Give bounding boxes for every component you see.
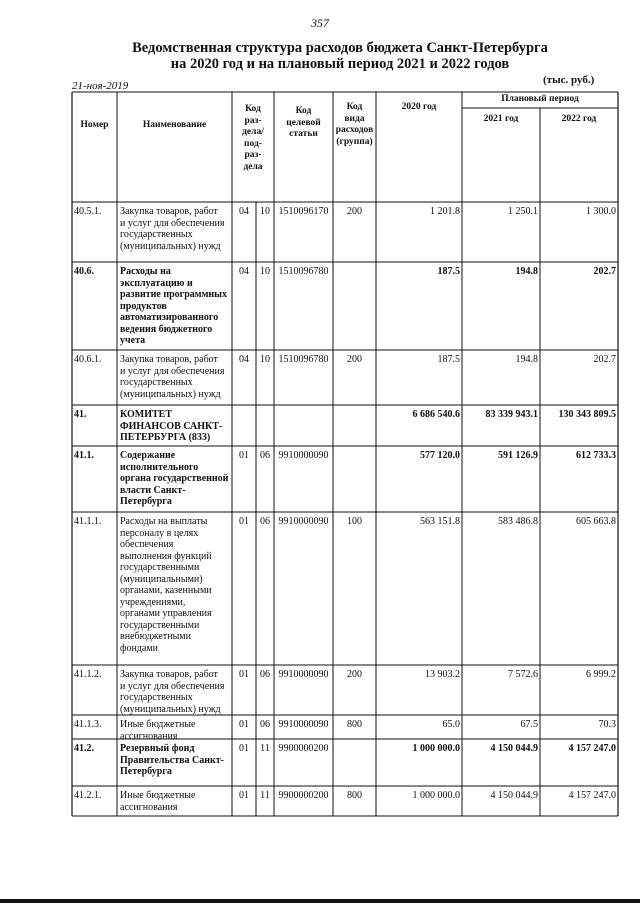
row-value-2020: 1 000 000.0	[412, 790, 460, 801]
row-target-code: 1510096780	[278, 354, 329, 365]
header-number: Номер	[80, 120, 109, 130]
header-expense-type-code-line: (группа)	[336, 136, 373, 147]
header-target-code	[276, 106, 331, 141]
row-value-2022: 202.7	[593, 266, 616, 277]
row-name-line: органа государственной	[120, 473, 229, 484]
header-expense-type-code-line: Код	[346, 102, 363, 112]
row-name-line: государственными	[120, 562, 200, 573]
row-value-2021: 194.8	[515, 266, 538, 277]
row-expense-type: 800	[347, 790, 362, 801]
row-subsection-code: 10	[260, 206, 270, 217]
row-name-line: Петербурга	[120, 496, 172, 507]
header-name: Наименование	[142, 120, 207, 130]
row-name	[120, 669, 231, 715]
row-section-code: 01	[239, 790, 249, 801]
row-name	[120, 790, 231, 813]
row-value-2022: 70.3	[598, 719, 616, 730]
row-value-2022: 1 300.0	[586, 206, 616, 217]
row-value-2020: 563 151.8	[420, 516, 460, 527]
row-section-code: 01	[239, 516, 249, 527]
row-name-line: государственных	[120, 692, 193, 703]
row-name-line: продуктов	[120, 300, 167, 312]
row-number: 41.1.1.	[74, 516, 102, 527]
row-name-line: органами, казенными	[120, 585, 212, 596]
row-value-2021: 7 572.6	[508, 669, 538, 680]
row-name-line: и услуг для обеспечения	[120, 365, 225, 377]
title-line-2: на 2020 год и на плановый период 2021 и 2022 годов	[170, 56, 510, 72]
row-number: 41.1.2.	[74, 669, 102, 680]
row-name-line: Расходы на выплаты	[120, 516, 208, 527]
row-value-2022: 130 343 809.5	[558, 409, 616, 420]
row-subsection-code: 10	[260, 354, 270, 365]
row-name	[120, 719, 231, 742]
row-section-code: 04	[239, 266, 249, 277]
header-section-code-line: раз-	[244, 150, 262, 160]
row-section-code: 01	[239, 450, 249, 461]
header-expense-type-code-line: вида	[344, 113, 365, 124]
row-name-line: учета	[120, 335, 146, 346]
row-target-code: 1510096170	[278, 206, 329, 217]
row-name-line: Иные бюджетные	[120, 790, 196, 801]
row-name-line: государственных	[120, 377, 193, 388]
row-name-line: и услуг для обеспечения	[120, 217, 225, 229]
header-section-code	[233, 104, 273, 173]
row-value-2021: 67.5	[520, 719, 538, 730]
row-value-2022: 4 157 247.0	[568, 790, 616, 801]
row-value-2022: 4 157 247.0	[568, 743, 616, 754]
row-name-line: (муниципальных) нужд	[120, 703, 221, 715]
row-expense-type: 100	[347, 516, 362, 527]
row-target-code: 9910000090	[278, 719, 329, 730]
row-name-line: Расходы на	[120, 266, 171, 277]
row-name-line: и услуг для обеспечения	[120, 680, 225, 692]
row-value-2021: 583 486.8	[498, 516, 538, 527]
row-target-code: 9900000200	[278, 790, 329, 801]
row-value-2021: 1 250.1	[508, 206, 538, 217]
row-value-2020: 13 903.2	[425, 669, 460, 680]
row-number: 40.6.	[74, 266, 94, 277]
row-subsection-code: 06	[260, 669, 270, 680]
row-name	[120, 516, 231, 654]
row-name-line: Содержание	[120, 450, 176, 461]
row-name-line: ФИНАНСОВ САНКТ-	[120, 420, 223, 432]
row-subsection-code: 06	[260, 450, 270, 461]
row-value-2020: 187.5	[437, 354, 460, 365]
row-number: 41.1.3.	[74, 719, 102, 730]
row-name-line: ассигнования	[120, 730, 178, 742]
row-value-2021: 591 126.9	[498, 450, 538, 461]
header-year-2022: 2022 год	[561, 114, 597, 124]
row-name-line: выполнения функций	[120, 550, 212, 562]
row-name	[120, 266, 231, 347]
row-name-line: органами управления	[120, 608, 212, 619]
row-name-line: фондами	[120, 642, 159, 654]
row-expense-type: 800	[347, 719, 362, 730]
row-name-line: Закупка товаров, работ	[120, 354, 218, 365]
row-name-line: учреждениями,	[120, 596, 186, 608]
row-name	[120, 206, 231, 252]
row-name-line: Петербурга	[120, 766, 172, 777]
row-expense-type: 200	[347, 354, 362, 365]
row-target-code: 9910000090	[278, 450, 329, 461]
row-target-code: 9900000200	[278, 743, 329, 754]
header-planned-period: Плановый период	[501, 94, 579, 104]
row-subsection-code: 06	[260, 516, 270, 527]
header-expense-type-code-line: расходов	[335, 125, 374, 135]
row-name-line: обеспечения	[120, 539, 174, 550]
row-section-code: 01	[239, 743, 249, 754]
row-number: 41.1.	[74, 450, 94, 461]
row-section-code: 01	[239, 669, 249, 680]
row-name-line: (муниципальных) нужд	[120, 240, 221, 252]
title-line-1: Ведомственная структура расходов бюджета Санкт-Петербурга	[132, 40, 548, 56]
row-name-line: Правительства Санкт-	[120, 754, 224, 766]
row-name-line: ведения бюджетного	[120, 323, 213, 335]
row-name-line: Иные бюджетные	[120, 719, 196, 730]
row-value-2020: 6 686 540.6	[412, 409, 460, 420]
header-target-code-line: Код	[295, 106, 312, 116]
header-section-code-line: под-	[244, 138, 262, 149]
row-name-line: персоналу в целях	[120, 527, 199, 539]
row-value-2020: 577 120.0	[420, 450, 460, 461]
row-name-line: (муниципальными)	[120, 573, 203, 585]
row-name	[120, 409, 231, 444]
units-label: (тыс. руб.)	[543, 74, 595, 86]
row-value-2022: 605 663.8	[576, 516, 616, 527]
row-section-code: 04	[239, 206, 249, 217]
row-value-2020: 187.5	[437, 266, 460, 277]
document-date: 21-ноя-2019	[72, 80, 129, 92]
header-year-2021: 2021 год	[483, 114, 519, 124]
header-expense-type-code	[335, 102, 374, 148]
row-section-code: 01	[239, 719, 249, 730]
row-value-2021: 4 150 044.9	[490, 743, 538, 754]
row-name-line: государственных	[120, 229, 193, 240]
row-name-line: Закупка товаров, работ	[120, 206, 218, 217]
header-year-2020: 2020 год	[401, 102, 437, 112]
row-name-line: Закупка товаров, работ	[120, 669, 218, 680]
row-name-line: (муниципальных) нужд	[120, 388, 221, 400]
row-target-code: 9910000090	[278, 516, 329, 527]
row-target-code: 9910000090	[278, 669, 329, 680]
row-number: 40.5.1.	[74, 206, 102, 217]
header-target-code-line: статьи	[289, 129, 318, 139]
row-expense-type: 200	[347, 206, 362, 217]
row-number: 40.6.1.	[74, 354, 102, 365]
row-value-2022: 202.7	[593, 354, 616, 365]
row-value-2021: 4 150 044.9	[490, 790, 538, 801]
row-name-line: ассигнования	[120, 801, 178, 813]
row-name	[120, 354, 231, 400]
row-name	[120, 743, 231, 778]
row-section-code: 04	[239, 354, 249, 365]
row-name-line: Резервный фонд	[120, 743, 195, 754]
row-name-line: ПЕТЕРБУРГА (833)	[120, 432, 211, 443]
row-value-2021: 194.8	[515, 354, 538, 365]
row-value-2021: 83 339 943.1	[485, 409, 538, 420]
row-number: 41.	[74, 409, 87, 420]
row-subsection-code: 11	[260, 743, 270, 754]
row-subsection-code: 06	[260, 719, 270, 730]
row-value-2020: 65.0	[442, 719, 460, 730]
header-section-code-line: дела/	[242, 127, 264, 137]
header-section-code-line: дела	[243, 161, 263, 172]
header-target-code-line: целевой	[286, 117, 321, 128]
row-target-code: 1510096780	[278, 266, 329, 277]
row-value-2022: 612 733.3	[576, 450, 616, 461]
row-name-line: эксплуатацию и	[120, 277, 193, 289]
row-name-line: развитие программных	[120, 289, 227, 300]
row-name-line: внебюджетными	[120, 631, 191, 642]
row-name-line: автоматизированного	[120, 312, 219, 323]
row-expense-type: 200	[347, 669, 362, 680]
row-value-2020: 1 201.8	[430, 206, 460, 217]
row-value-2022: 6 999.2	[586, 669, 616, 680]
row-subsection-code: 11	[260, 790, 270, 801]
row-number: 41.2.	[74, 743, 94, 754]
row-subsection-code: 10	[260, 266, 270, 277]
header-section-code-line: Код	[245, 104, 261, 114]
row-number: 41.2.1.	[74, 790, 102, 801]
row-name-line: власти Санкт-	[120, 484, 186, 496]
header-section-code-line: раз-	[244, 115, 262, 126]
row-value-2020: 1 000 000.0	[412, 743, 460, 754]
row-name-line: государственными	[120, 619, 200, 631]
row-name-line: КОМИТЕТ	[120, 409, 173, 420]
page-number: 357	[311, 16, 329, 30]
row-name-line: исполнительного	[120, 461, 199, 473]
footer-rule	[0, 899, 640, 903]
row-name	[120, 450, 231, 508]
